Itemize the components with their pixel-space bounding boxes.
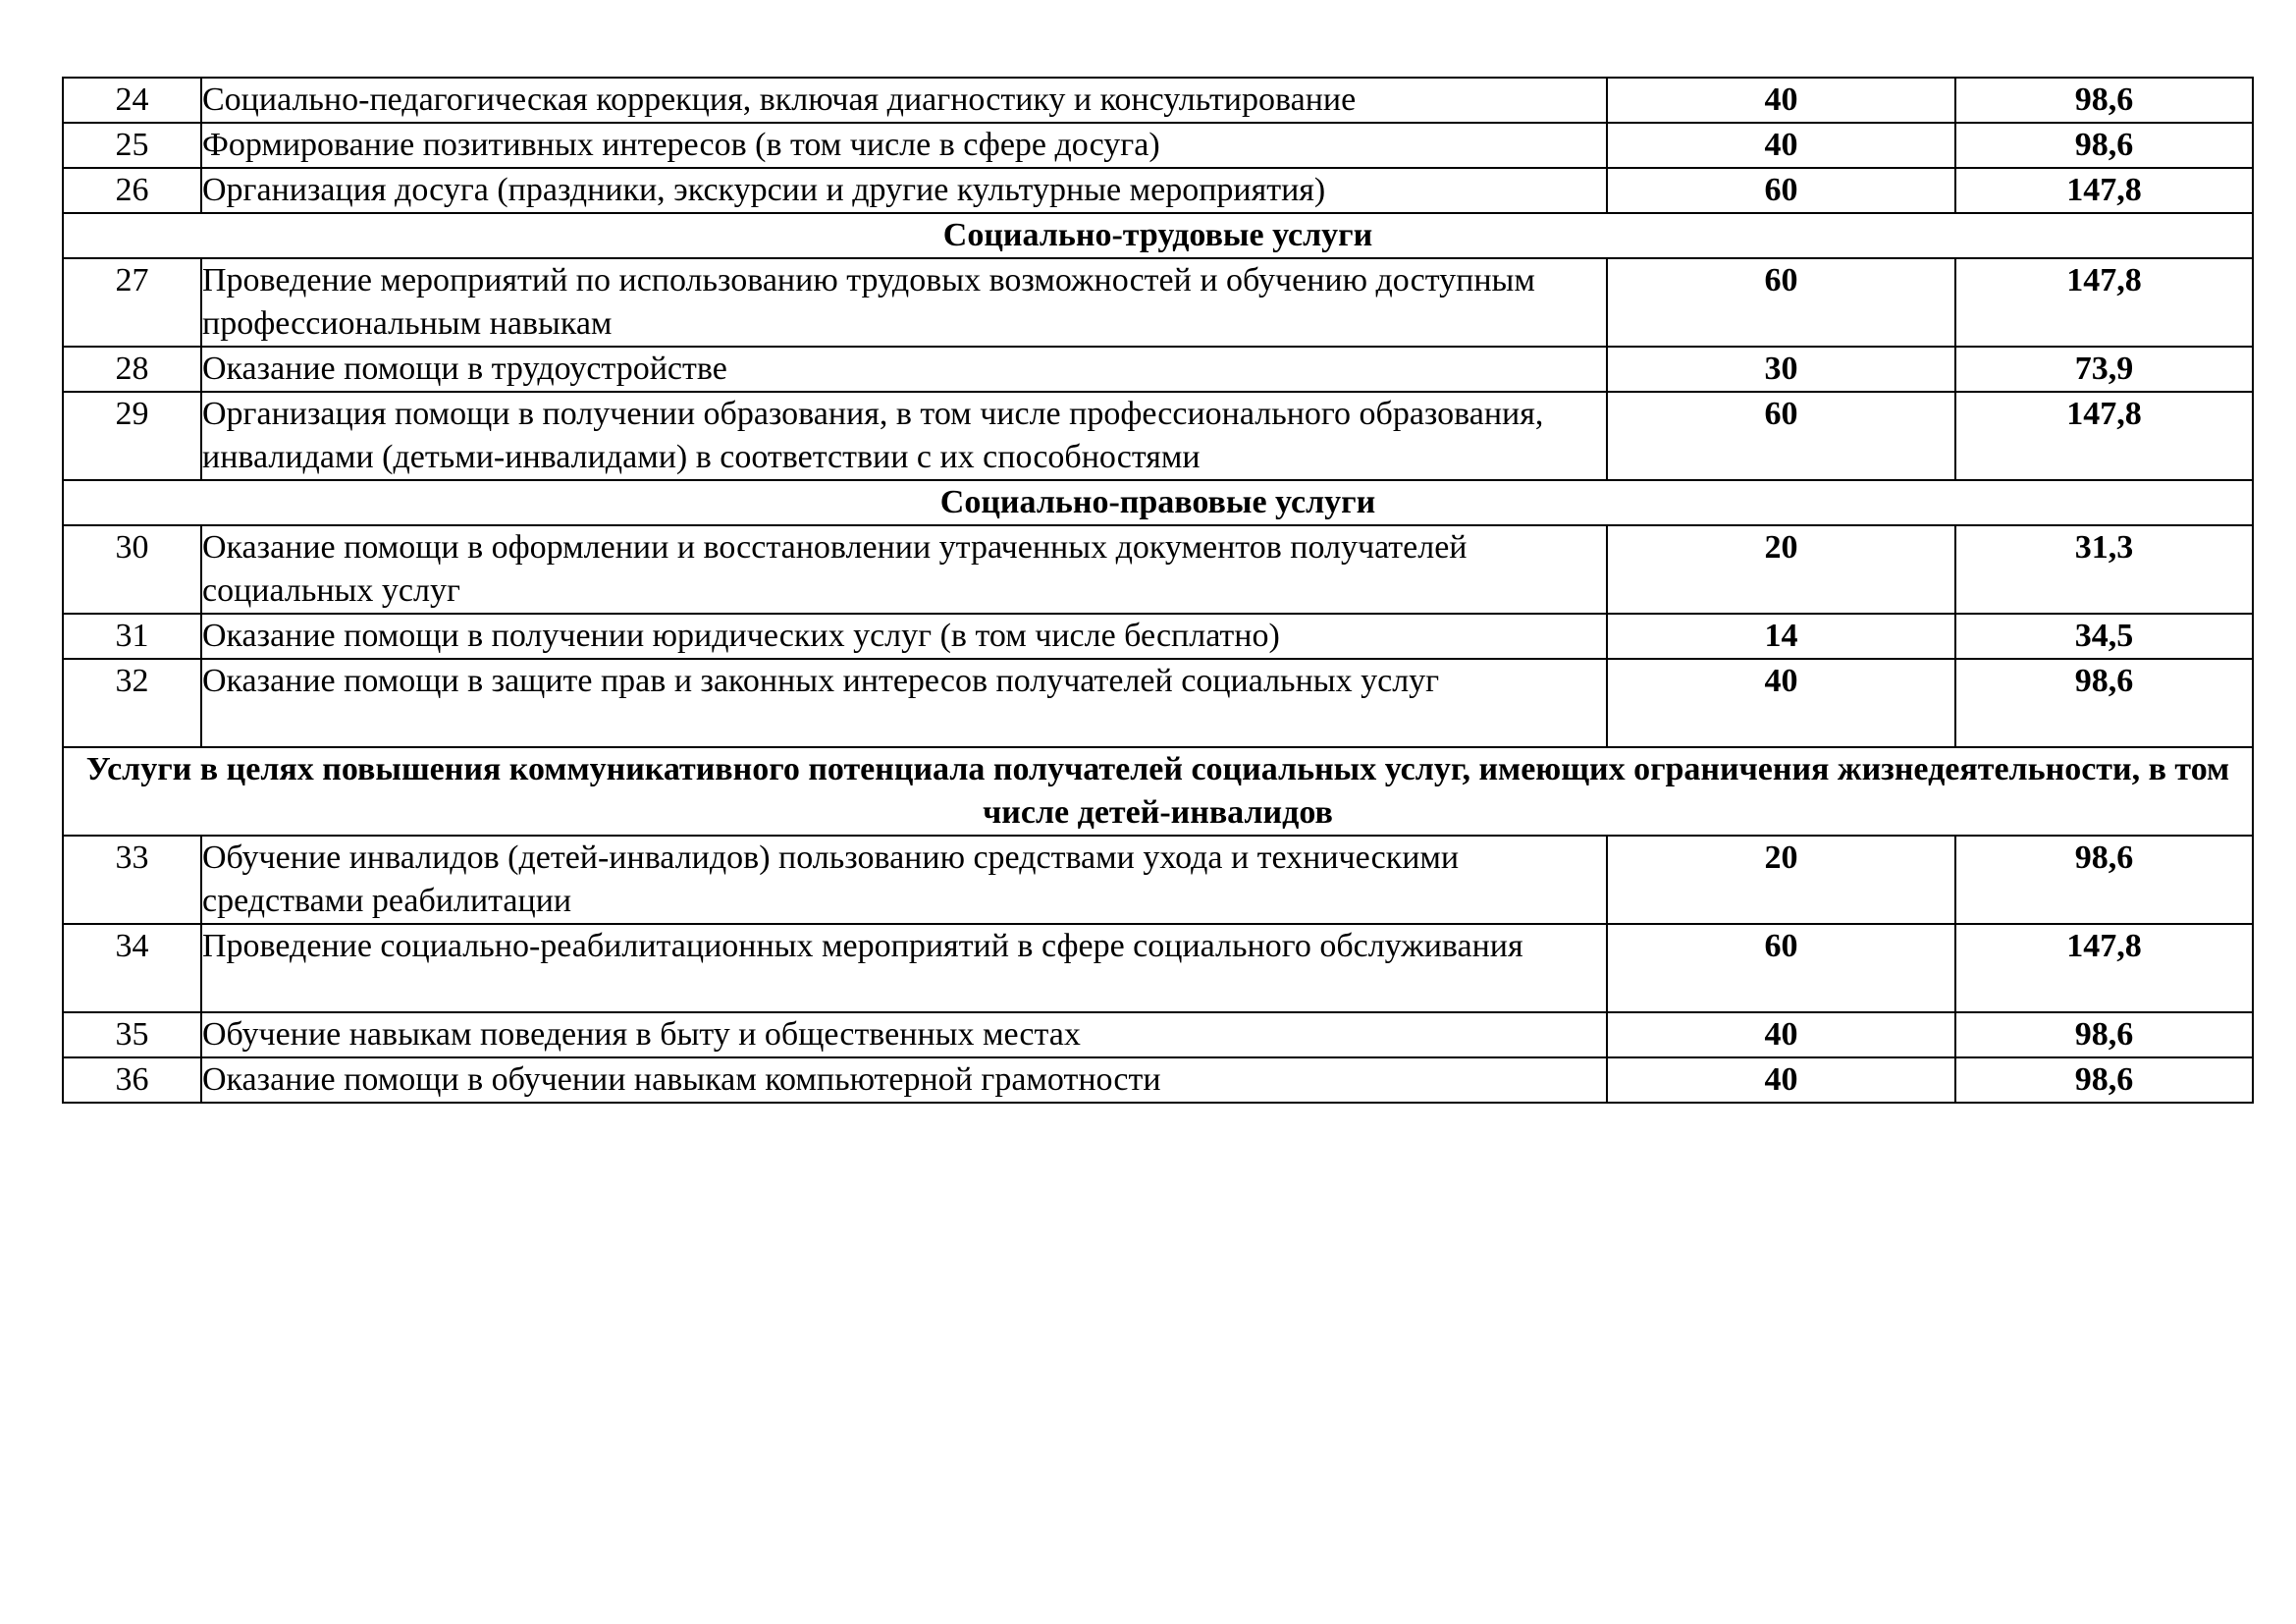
table-row [63, 836, 2253, 924]
service-time: 20 [1607, 525, 1955, 614]
table-row [63, 525, 2253, 614]
service-name: Организация досуга (праздники, экскурсии и другие культурные мероприятия) [201, 168, 1607, 213]
service-name: Организация помощи в получении образования, в том числе профессионального образования, инвалидами (детьми-инвалидами) в соответствии с их способностями [201, 392, 1607, 480]
table-row [63, 659, 2253, 747]
service-price: 147,8 [1955, 924, 2253, 1012]
table-row [63, 1057, 2253, 1103]
section-heading: Социально-правовые услуги [63, 480, 2253, 525]
table-row [63, 924, 2253, 1012]
service-name: Формирование позитивных интересов (в том числе в сфере досуга) [201, 123, 1607, 168]
service-name: Оказание помощи в получении юридических услуг (в том числе бесплатно) [201, 614, 1607, 659]
row-number: 29 [63, 392, 201, 480]
service-price: 98,6 [1955, 123, 2253, 168]
service-time: 40 [1607, 1012, 1955, 1057]
service-price: 73,9 [1955, 347, 2253, 392]
row-number: 26 [63, 168, 201, 213]
row-number: 30 [63, 525, 201, 614]
service-time: 60 [1607, 924, 1955, 1012]
service-price: 147,8 [1955, 258, 2253, 347]
section-heading: Социально-трудовые услуги [63, 213, 2253, 258]
section-row [63, 747, 2253, 836]
service-price: 147,8 [1955, 392, 2253, 480]
row-number: 27 [63, 258, 201, 347]
services-table [62, 77, 2254, 1104]
service-name: Оказание помощи в обучении навыкам компьютерной грамотности [201, 1057, 1607, 1103]
service-name: Оказание помощи в оформлении и восстановлении утраченных документов получателей социальных услуг [201, 525, 1607, 614]
row-number: 36 [63, 1057, 201, 1103]
service-time: 20 [1607, 836, 1955, 924]
service-price: 98,6 [1955, 1012, 2253, 1057]
service-time: 40 [1607, 659, 1955, 747]
table-row [63, 347, 2253, 392]
section-heading: Услуги в целях повышения коммуникативного потенциала получателей социальных услуг, имеющих ограничения жизнедеятельности, в том числе детей-инвалидов [63, 747, 2253, 836]
service-name: Проведение социально-реабилитационных мероприятий в сфере социального обслуживания [201, 924, 1607, 1012]
service-time: 14 [1607, 614, 1955, 659]
document-page [62, 77, 2252, 1104]
section-row [63, 213, 2253, 258]
table-row [63, 258, 2253, 347]
service-price: 98,6 [1955, 836, 2253, 924]
row-number: 32 [63, 659, 201, 747]
table-row [63, 392, 2253, 480]
table-row [63, 1012, 2253, 1057]
service-name: Оказание помощи в защите прав и законных интересов получателей социальных услуг [201, 659, 1607, 747]
service-price: 98,6 [1955, 78, 2253, 123]
service-name: Оказание помощи в трудоустройстве [201, 347, 1607, 392]
service-name: Проведение мероприятий по использованию трудовых возможностей и обучению доступным профессиональным навыкам [201, 258, 1607, 347]
service-price: 98,6 [1955, 1057, 2253, 1103]
service-name: Обучение навыкам поведения в быту и общественных местах [201, 1012, 1607, 1057]
service-price: 98,6 [1955, 659, 2253, 747]
row-number: 35 [63, 1012, 201, 1057]
row-number: 28 [63, 347, 201, 392]
service-time: 30 [1607, 347, 1955, 392]
service-price: 147,8 [1955, 168, 2253, 213]
service-price: 34,5 [1955, 614, 2253, 659]
row-number: 34 [63, 924, 201, 1012]
service-name: Социально-педагогическая коррекция, включая диагностику и консультирование [201, 78, 1607, 123]
row-number: 24 [63, 78, 201, 123]
table-row [63, 78, 2253, 123]
section-row [63, 480, 2253, 525]
service-time: 40 [1607, 123, 1955, 168]
row-number: 33 [63, 836, 201, 924]
table-row [63, 168, 2253, 213]
row-number: 31 [63, 614, 201, 659]
service-time: 60 [1607, 168, 1955, 213]
service-price: 31,3 [1955, 525, 2253, 614]
service-time: 60 [1607, 258, 1955, 347]
service-time: 40 [1607, 78, 1955, 123]
service-time: 60 [1607, 392, 1955, 480]
service-time: 40 [1607, 1057, 1955, 1103]
row-number: 25 [63, 123, 201, 168]
service-name: Обучение инвалидов (детей-инвалидов) пользованию средствами ухода и техническими средствами реабилитации [201, 836, 1607, 924]
table-row [63, 123, 2253, 168]
table-row [63, 614, 2253, 659]
